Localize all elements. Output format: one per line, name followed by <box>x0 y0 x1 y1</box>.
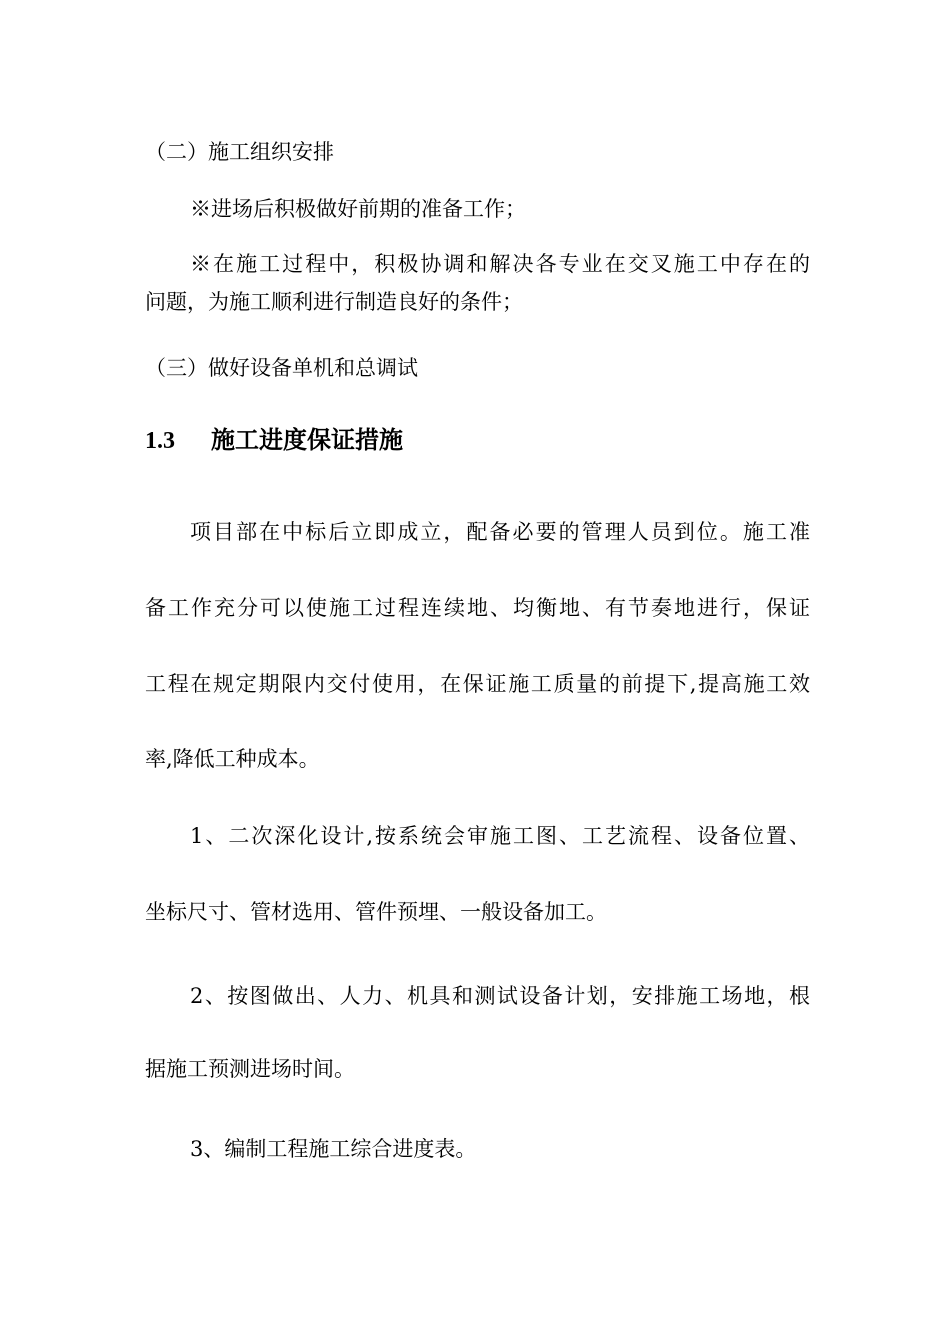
subsection-title-3: （三）做好设备单机和总调试 <box>145 356 418 380</box>
section-title: 施工进度保证措施 <box>211 426 403 454</box>
bullet-item-1: ※进场后积极做好前期的准备工作； <box>190 197 526 221</box>
paragraph-line-3: 工程在规定期限内交付使用，在保证施工质量的前提下,提高施工效 <box>145 672 810 696</box>
list-item-2-line-1: 2、按图做出、人力、机具和测试设备计划，安排施工场地，根 <box>190 984 810 1008</box>
list-item-1-line-1: 1、二次深化设计,按系统会审施工图、工艺流程、设备位置、 <box>190 824 810 848</box>
list-item-3-line-1: 3、编制工程施工综合进度表。 <box>190 1137 477 1161</box>
paragraph-line-1: 项目部在中标后立即成立，配备必要的管理人员到位。施工准 <box>190 520 810 544</box>
list-item-2-line-2: 据施工预测进场时间。 <box>145 1057 355 1081</box>
list-item-1-line-2: 坐标尺寸、管材选用、管件预埋、一般设备加工。 <box>145 900 607 924</box>
bullet-item-2-line-1: ※在施工过程中，积极协调和解决各专业在交叉施工中存在的 <box>190 252 810 276</box>
subsection-title-2: （二）施工组织安排 <box>145 140 334 164</box>
section-heading <box>145 424 403 457</box>
bullet-item-2-line-2: 问题，为施工顺利进行制造良好的条件； <box>145 290 523 314</box>
paragraph-line-4: 率,降低工种成本。 <box>145 747 320 771</box>
paragraph-line-2: 备工作充分可以使施工过程连续地、均衡地、有节奏地进行，保证 <box>145 596 810 620</box>
section-number: 1.3 <box>145 428 175 454</box>
